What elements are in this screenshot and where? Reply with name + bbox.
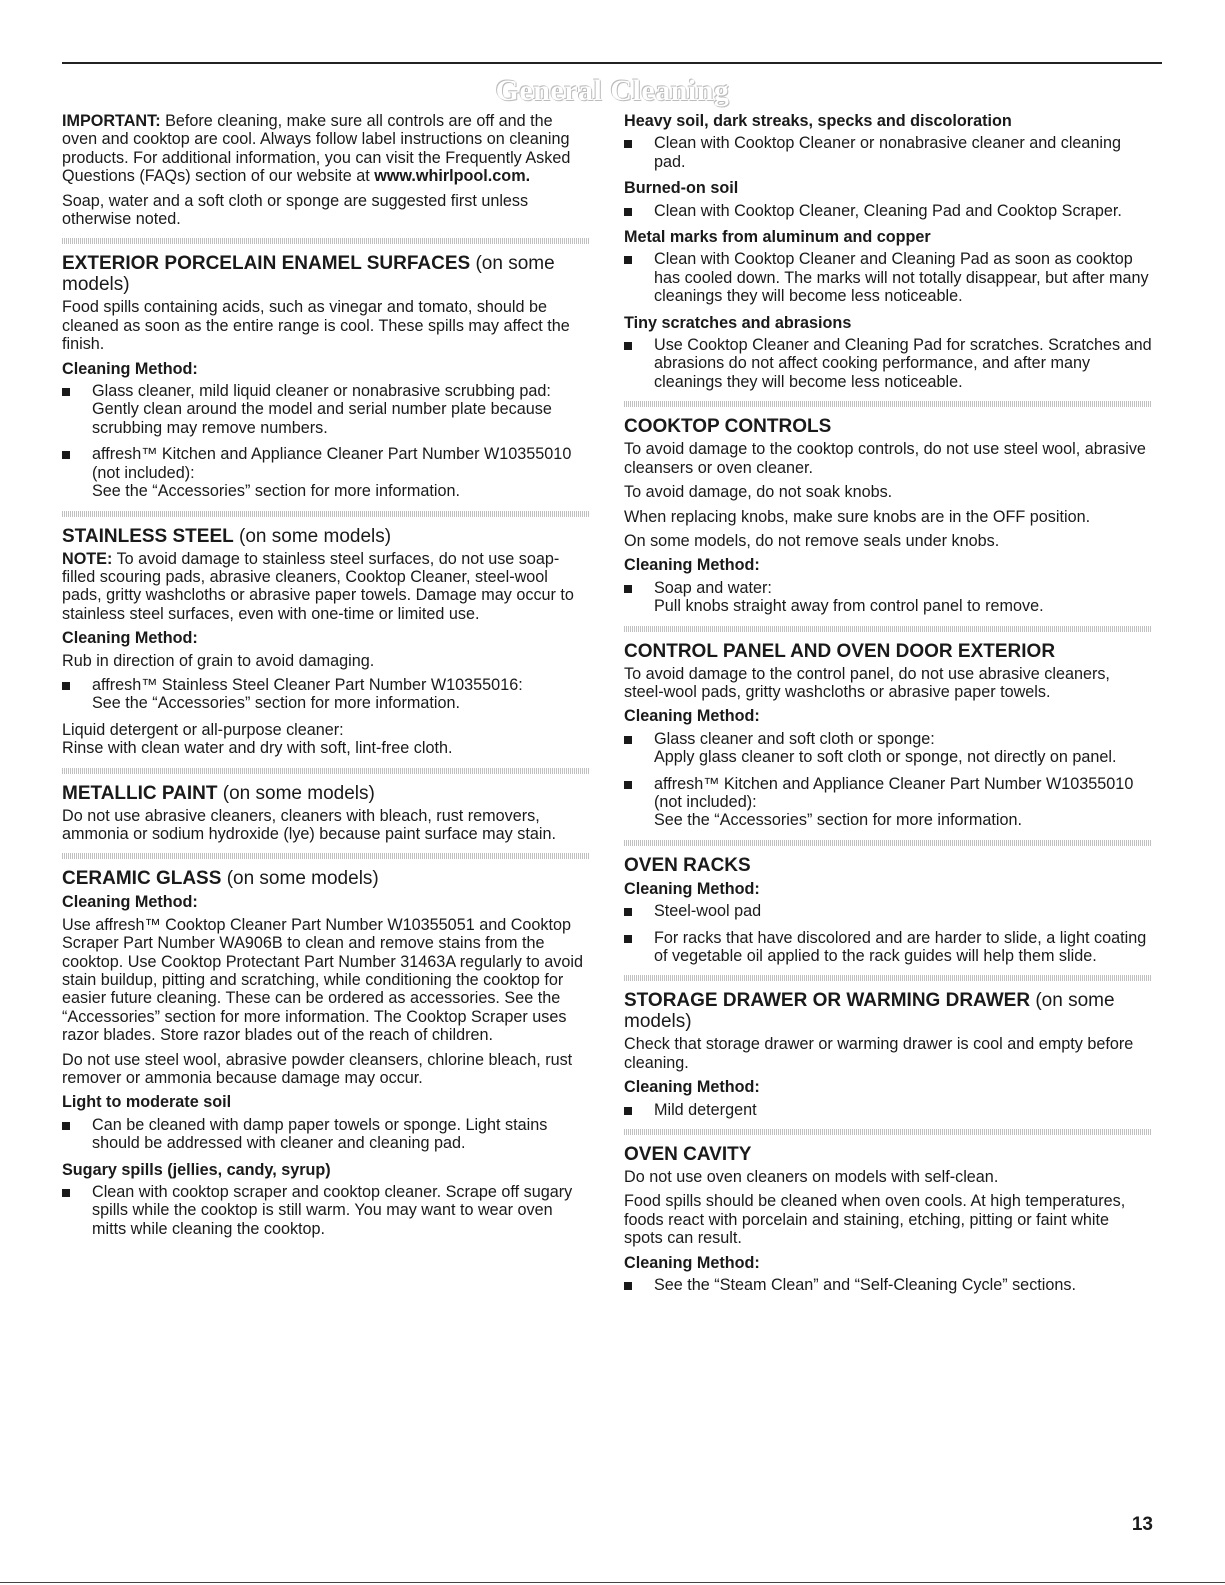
bullet-text: Mild detergent bbox=[654, 1100, 757, 1119]
bullet-item bbox=[62, 382, 590, 437]
section-separator bbox=[624, 626, 1152, 632]
bullet-item bbox=[624, 1101, 1152, 1119]
bullet-square-icon bbox=[62, 451, 70, 459]
oven-cavity-title-text: OVEN CAVITY bbox=[624, 1144, 752, 1166]
bullet-square-icon bbox=[624, 1282, 632, 1290]
cooktop-controls-title-text: COOKTOP CONTROLS bbox=[624, 416, 832, 438]
liquid-line-2: Rinse with clean water and dry with soft, lint-free cloth. bbox=[62, 739, 453, 758]
bullet-item bbox=[624, 775, 1152, 830]
drawer-title-note: (on some models) bbox=[624, 990, 1115, 1033]
page-title: General Cleaning bbox=[495, 74, 730, 107]
metallic-title bbox=[62, 783, 590, 804]
important-text: Before cleaning, make sure all controls are off and the oven and cooktop are cool. Always follow label instructions on cleaning products. For additional information, you can visit the Frequently Asked Questions (FAQs) section of our website at bbox=[62, 112, 571, 186]
bullet-square-icon bbox=[624, 342, 632, 350]
panel-method-label: Cleaning Method: bbox=[624, 707, 760, 726]
section-separator bbox=[62, 238, 590, 244]
bullet-text: Use Cooktop Cleaner and Cleaning Pad for scratches. Scratches and abrasions do not affect cooking performance, and after many cleanings they will become less noticeable. bbox=[654, 336, 1152, 391]
bullet-square-icon bbox=[624, 908, 632, 916]
ceramic-title bbox=[62, 868, 590, 889]
oven-racks-section bbox=[624, 855, 1152, 966]
stainless-title-note: (on some models) bbox=[239, 525, 392, 547]
bullet-square-icon bbox=[624, 935, 632, 943]
cooktop-controls-title bbox=[624, 416, 1152, 437]
porcelain-text: Food spills containing acids, such as vinegar and tomato, should be cleaned as soon as the entire range is cool. These spills may affect the finish. bbox=[62, 298, 570, 354]
bullet-item bbox=[624, 730, 1152, 767]
tiny-scratches-label: Tiny scratches and abrasions bbox=[624, 313, 852, 332]
bullet-square-icon bbox=[624, 736, 632, 744]
bullet-subtext: Apply glass cleaner to soft cloth or sponge, not directly on panel. bbox=[654, 748, 1117, 767]
heavy-soil-label: Heavy soil, dark streaks, specks and discoloration bbox=[624, 112, 1012, 130]
ceramic-title-note: (on some models) bbox=[226, 868, 379, 890]
section-separator bbox=[624, 975, 1152, 981]
bullet-item bbox=[62, 1116, 590, 1153]
page-number: 13 bbox=[1131, 1514, 1153, 1535]
bullet-text: Steel-wool pad bbox=[654, 902, 762, 921]
controls-text-3: When replacing knobs, make sure knobs are in the OFF position. bbox=[624, 507, 1091, 526]
oven-cavity-title bbox=[624, 1144, 1152, 1165]
drawer-section bbox=[624, 990, 1152, 1119]
soil-section bbox=[624, 112, 1152, 391]
important-paragraph bbox=[62, 112, 590, 186]
control-panel-section bbox=[624, 641, 1152, 830]
drawer-title bbox=[624, 990, 1152, 1032]
porcelain-title bbox=[62, 253, 590, 295]
bullet-subtext: See the “Accessories” section for more information. bbox=[654, 811, 1022, 830]
bullet-square-icon bbox=[624, 256, 632, 264]
stainless-title bbox=[62, 526, 590, 547]
control-panel-text: To avoid damage to the control panel, do not use abrasive cleaners, steel-wool pads, gritty washcloths or abrasive paper towels. bbox=[624, 664, 1110, 701]
bullet-square-icon bbox=[62, 388, 70, 396]
ceramic-method-label: Cleaning Method: bbox=[62, 893, 198, 912]
ceramic-text-2: Do not use steel wool, abrasive powder cleansers, chlorine bleach, rust remover or ammonia because damage may occur. bbox=[62, 1050, 573, 1088]
controls-method-label: Cleaning Method: bbox=[624, 556, 760, 575]
bullet-item bbox=[624, 134, 1152, 171]
bullet-text: affresh™ Kitchen and Appliance Cleaner Part Number W10355010 (not included): bbox=[92, 445, 572, 482]
bullet-text: See the “Steam Clean” and “Self-Cleaning Cycle” sections. bbox=[654, 1276, 1076, 1295]
controls-text-2: To avoid damage, do not soak knobs. bbox=[624, 483, 893, 502]
note-label: NOTE: bbox=[62, 549, 113, 568]
section-separator bbox=[62, 768, 590, 774]
controls-text-1: To avoid damage to the cooktop controls, do not use steel wool, abrasive cleansers or oven cleaner. bbox=[624, 440, 1146, 477]
website-period: . bbox=[525, 167, 531, 186]
bullet-item bbox=[624, 579, 1152, 616]
drawer-text: Check that storage drawer or warming drawer is cool and empty before cleaning. bbox=[624, 1035, 1134, 1072]
metal-marks-label: Metal marks from aluminum and copper bbox=[624, 228, 931, 247]
bullet-subtext: See the “Accessories” section for more information. bbox=[92, 482, 460, 501]
bullet-text: Soap and water: bbox=[654, 578, 772, 597]
bullet-subtext: Pull knobs straight away from control panel to remove. bbox=[654, 597, 1044, 616]
cavity-text-2: Food spills should be cleaned when oven cools. At high temperatures, foods react with porcelain and staining, etching, pitting or faint white spots can result. bbox=[624, 1192, 1126, 1248]
bullet-text: affresh™ Kitchen and Appliance Cleaner Part Number W10355010 (not included): bbox=[654, 774, 1134, 811]
liquid-line-1: Liquid detergent or all-purpose cleaner: bbox=[62, 720, 344, 739]
bullet-subtext: Gently clean around the model and serial number plate because scrubbing may remove numbers. bbox=[92, 400, 552, 437]
cooktop-controls-section bbox=[624, 416, 1152, 615]
bullet-text: Glass cleaner and soft cloth or sponge: bbox=[654, 729, 935, 748]
bullet-item bbox=[62, 445, 590, 500]
bullet-item bbox=[624, 336, 1152, 391]
bullet-square-icon bbox=[624, 1107, 632, 1115]
bullet-square-icon bbox=[62, 682, 70, 690]
bullet-item bbox=[624, 250, 1152, 305]
bullet-square-icon bbox=[624, 208, 632, 216]
oven-racks-title-text: OVEN RACKS bbox=[624, 854, 751, 876]
important-label: IMPORTANT: bbox=[62, 112, 161, 130]
liquid-detergent-text bbox=[62, 721, 590, 758]
bullet-text: affresh™ Stainless Steel Cleaner Part Number W10355016: bbox=[92, 675, 523, 694]
section-separator bbox=[62, 853, 590, 859]
metallic-section bbox=[62, 783, 590, 844]
metallic-title-text: METALLIC PAINT bbox=[62, 782, 218, 804]
bullet-item bbox=[624, 902, 1152, 920]
bullet-square-icon bbox=[624, 140, 632, 148]
soap-paragraph: Soap, water and a soft cloth or sponge are suggested first unless otherwise noted. bbox=[62, 191, 529, 229]
racks-method-label: Cleaning Method: bbox=[624, 879, 760, 898]
oven-racks-title bbox=[624, 855, 1152, 876]
bullet-item bbox=[624, 929, 1152, 966]
bullet-text: Can be cleaned with damp paper towels or sponge. Light stains should be addressed with cleaner and cleaning pad. bbox=[92, 1115, 548, 1153]
section-separator bbox=[624, 840, 1152, 846]
section-separator bbox=[624, 401, 1152, 407]
drawer-title-text: STORAGE DRAWER OR WARMING DRAWER bbox=[624, 990, 1031, 1012]
oven-cavity-section bbox=[624, 1144, 1152, 1294]
bullet-text: Glass cleaner, mild liquid cleaner or nonabrasive scrubbing pad: bbox=[92, 382, 551, 401]
burned-soil-label: Burned-on soil bbox=[624, 179, 739, 198]
top-rule bbox=[62, 62, 1162, 64]
stainless-section bbox=[62, 526, 590, 758]
sugary-spills-label: Sugary spills (jellies, candy, syrup) bbox=[62, 1160, 331, 1179]
bullet-item bbox=[624, 202, 1152, 220]
porcelain-title-note: (on some models) bbox=[62, 253, 555, 296]
drawer-method-label: Cleaning Method: bbox=[624, 1078, 760, 1097]
stainless-note bbox=[62, 550, 590, 624]
control-panel-title-text: CONTROL PANEL AND OVEN DOOR EXTERIOR bbox=[624, 640, 1056, 662]
bullet-text: Clean with Cooktop Cleaner and Cleaning Pad as soon as cooktop has cooled down. The marks will not totally disappear, but after many cleanings they will become less noticeable. bbox=[654, 250, 1149, 306]
bullet-item bbox=[62, 676, 590, 713]
bullet-square-icon bbox=[62, 1122, 70, 1130]
cavity-method-label: Cleaning Method: bbox=[624, 1253, 760, 1272]
porcelain-method-label: Cleaning Method: bbox=[62, 359, 198, 378]
section-separator bbox=[624, 1129, 1152, 1135]
porcelain-title-text: EXTERIOR PORCELAIN ENAMEL SURFACES bbox=[62, 253, 471, 275]
stainless-method-label: Cleaning Method: bbox=[62, 629, 198, 648]
bullet-square-icon bbox=[62, 1189, 70, 1197]
left-column bbox=[62, 112, 590, 1246]
bullet-square-icon bbox=[624, 585, 632, 593]
bullet-text: Clean with Cooktop Cleaner or nonabrasive cleaner and cleaning pad. bbox=[654, 134, 1122, 171]
bullet-text: Clean with Cooktop Cleaner, Cleaning Pad and Cooktop Scraper. bbox=[654, 201, 1122, 220]
stainless-title-text: STAINLESS STEEL bbox=[62, 525, 234, 547]
metallic-title-note: (on some models) bbox=[222, 782, 375, 804]
bullet-square-icon bbox=[624, 781, 632, 789]
bullet-item bbox=[624, 1276, 1152, 1294]
ceramic-title-text: CERAMIC GLASS bbox=[62, 868, 222, 890]
website-link[interactable]: www.whirlpool.com bbox=[374, 167, 526, 186]
intro-section bbox=[62, 112, 590, 228]
bottom-rule bbox=[0, 1582, 1225, 1583]
control-panel-title bbox=[624, 641, 1152, 662]
controls-text-4: On some models, do not remove seals under knobs. bbox=[624, 531, 1000, 550]
rub-text: Rub in direction of grain to avoid damaging. bbox=[62, 651, 375, 670]
bullet-subtext: See the “Accessories” section for more information. bbox=[92, 694, 460, 713]
note-text: To avoid damage to stainless steel surfaces, do not use soap-filled scouring pads, abrasive cleaners, Cooktop Cleaner, steel-wool pads, gritty washcloths or abrasive paper towels. Damage may occur to stainless steel surfaces, even with one-time or limited use. bbox=[62, 549, 574, 623]
section-separator bbox=[62, 511, 590, 517]
porcelain-section bbox=[62, 253, 590, 500]
bullet-text: Clean with cooktop scraper and cooktop cleaner. Scrape off sugary spills while the cooktop is still warm. You may want to wear oven mitts while cleaning the cooktop. bbox=[92, 1183, 573, 1238]
ceramic-text-1: Use affresh™ Cooktop Cleaner Part Number W10355051 and Cooktop Scraper Part Number WA906B to clean and remove stains from the cooktop. Use Cooktop Protectant Part Number 31463A regularly to avoid stain buildup, pitting and scratching, while conditioning the cooktop for easier future cleaning. These can be ordered as accessories. See the “Accessories” section for more information. The Cooktop Scraper uses razor blades. Store razor blades out of the reach of children. bbox=[62, 915, 583, 1045]
bullet-text: For racks that have discolored and are harder to slide, a light coating of vegetable oil applied to the rack guides will help them slide. bbox=[654, 928, 1147, 965]
cavity-text-1: Do not use oven cleaners on models with self-clean. bbox=[624, 1168, 999, 1187]
light-soil-label: Light to moderate soil bbox=[62, 1093, 232, 1112]
bullet-item bbox=[62, 1183, 590, 1238]
ceramic-section bbox=[62, 868, 590, 1238]
right-column bbox=[624, 112, 1152, 1302]
metallic-text: Do not use abrasive cleaners, cleaners with bleach, rust removers, ammonia or sodium hydroxide (lye) because paint surface may stain. bbox=[62, 806, 556, 843]
